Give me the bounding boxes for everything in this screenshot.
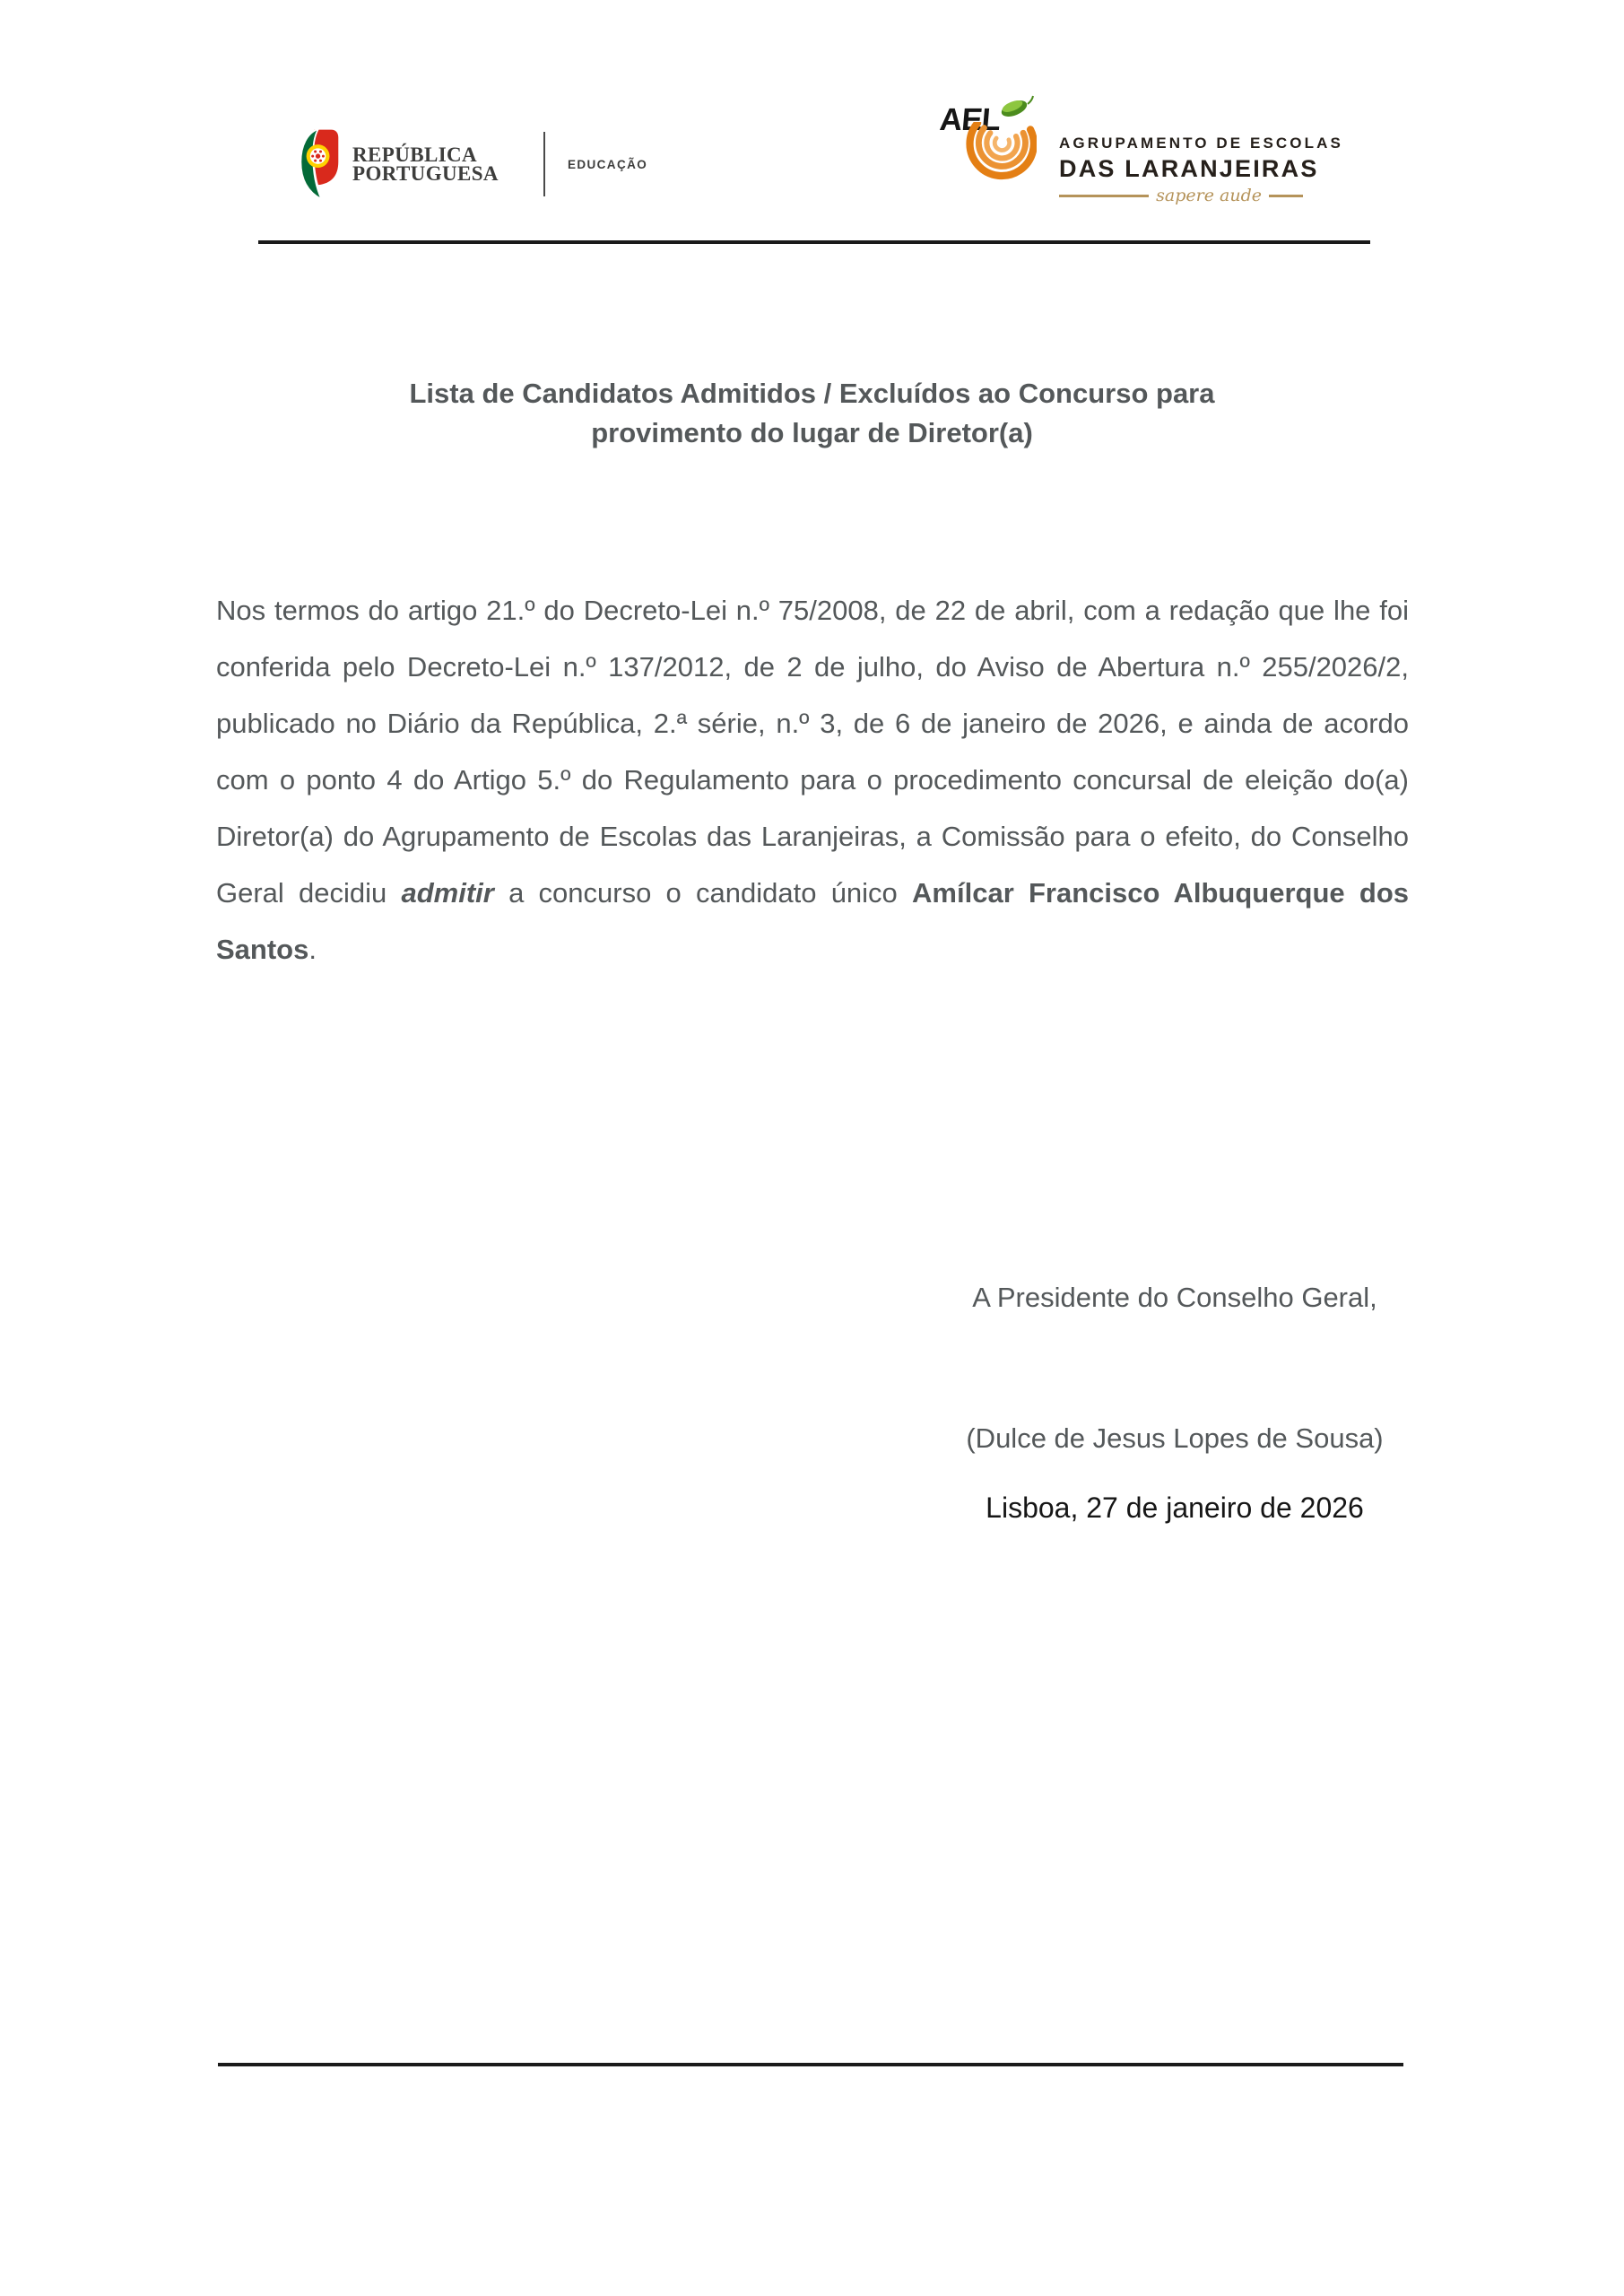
school-name — [1059, 135, 1343, 205]
signature-role: A Presidente do Conselho Geral, — [972, 1282, 1377, 1313]
motto-rule-right — [1269, 195, 1303, 197]
school-motto: sapere aude — [1156, 186, 1262, 205]
body-segment: Nos termos do artigo 21.º do Decreto-Lei n.º 75/2008, de 22 de abril, com a redação que lhe foi conferida pelo Decreto-Lei n.º 137/2012, de 2 de julho, do Aviso de Abertura n.º 255/2026/2, publicado no Diário da República, 2.ª série, n.º 3, de 6 de janeiro de 2026, e ainda de acordo com o ponto 4 do Artigo 5.º do Regulamento para o procedimento concursal de eleição do(a) Diretor(a) do Agrupamento de Escolas das Laranjeiras, a Comissão para o efeito, do Conselho Geral decidiu — [216, 595, 1409, 909]
motto-row — [1059, 187, 1303, 204]
body-segment: a concurso o candidato único — [493, 877, 913, 909]
school-name-line1: AGRUPAMENTO DE ESCOLAS — [1059, 135, 1343, 152]
body-segment: . — [308, 934, 317, 965]
orange-arcs-icon — [961, 122, 1037, 187]
footer-rule — [218, 2063, 1403, 2066]
ael-school-logo — [938, 95, 1343, 207]
ael-acronym: AEL — [938, 102, 1002, 137]
motto-rule-left — [1059, 195, 1149, 197]
body-segment: admitir — [401, 877, 494, 909]
body-paragraph — [216, 582, 1409, 978]
header-rule — [258, 240, 1370, 244]
gov-name-line2: PORTUGUESA — [352, 162, 499, 185]
document-title — [215, 374, 1409, 453]
body-segment: Amílcar Francisco Albuquerque dos Santos — [216, 877, 1409, 965]
ministry-label: EDUCAÇÃO — [567, 157, 648, 171]
republica-portuguesa-logo — [296, 127, 647, 201]
gov-name-line1: REPÚBLICA — [352, 144, 478, 166]
signature-place-date: Lisboa, 27 de janeiro de 2026 — [986, 1492, 1364, 1524]
school-name-line2: DAS LARANJEIRAS — [1059, 155, 1319, 182]
signature-name: (Dulce de Jesus Lopes de Sousa) — [966, 1422, 1384, 1454]
gov-name — [352, 145, 499, 183]
logo-divider — [543, 132, 545, 196]
portugal-flag-emblem-icon — [296, 127, 341, 201]
leaf-icon — [997, 95, 1035, 120]
title-line2: provimento do lugar de Diretor(a) — [591, 417, 1033, 448]
title-line1: Lista de Candidatos Admitidos / Excluídos ao Concurso para — [409, 378, 1215, 409]
